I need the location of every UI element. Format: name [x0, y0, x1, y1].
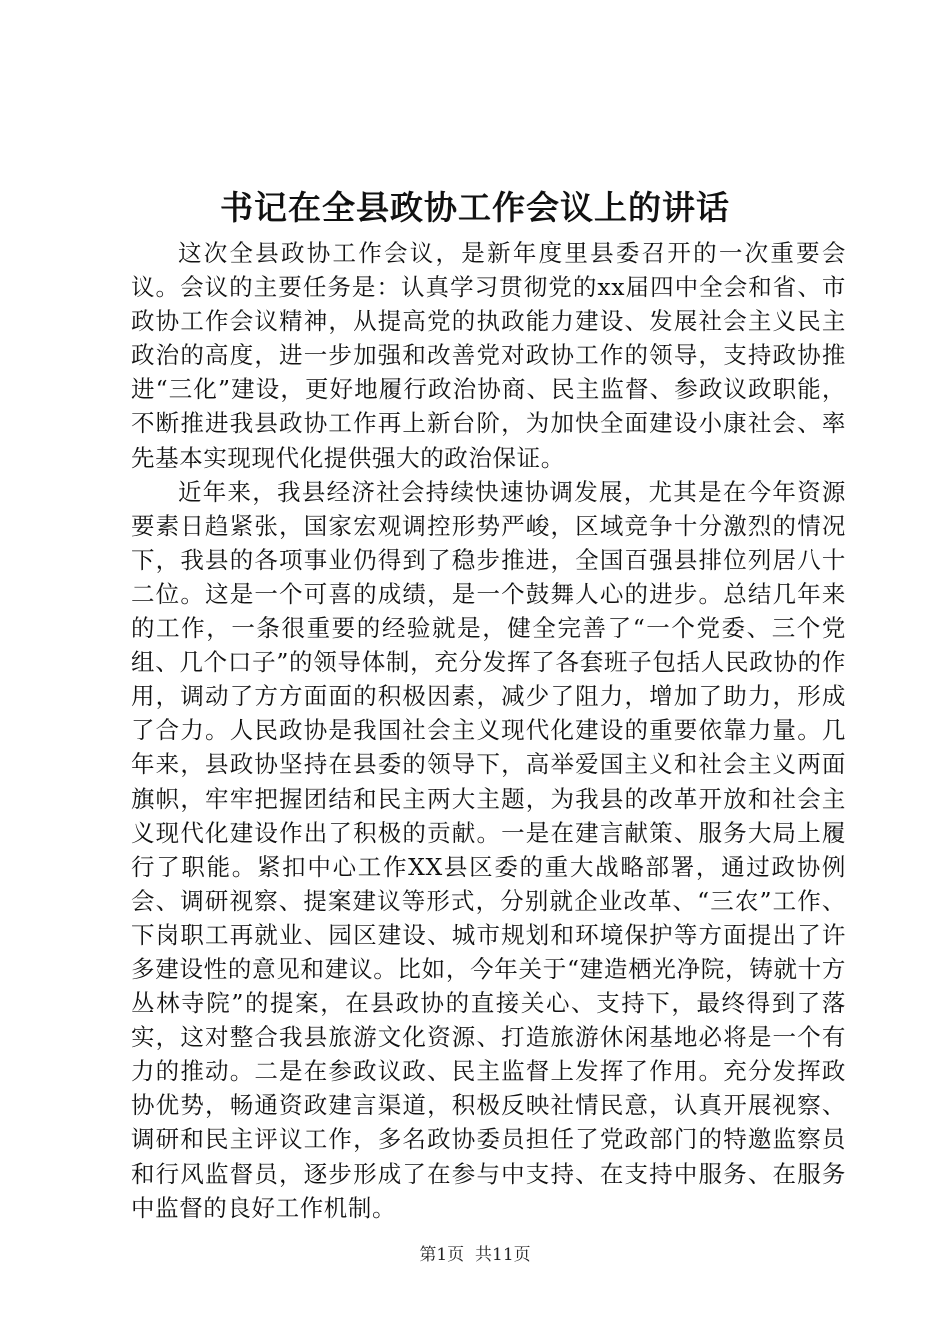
page-number: 第1页 — [419, 1245, 465, 1265]
document-body — [131, 236, 846, 1225]
page-total: 共11页 — [475, 1245, 531, 1265]
paragraph-2: 近年来，我县经济社会持续快速协调发展，尤其是在今年资源要素日趋紧张，国家宏观调控形势严峻，区域竞争十分激烈的情况下，我县的各项事业仍得到了稳步推进，全国百强县排位列居八十二位。这是一个可喜的成绩，是一个鼓舞人心的进步。总结几年来的工作，一条很重要的经验就是，健全完善了“一个党委、三个党组、几个口子”的领导体制，充分发挥了各套班子包括人民政协的作用，调动了方方面面的积极因素，减少了阻力，增加了助力，形成了合力。人民政协是我国社会主义现代化建设的重要依靠力量。几年来，县政协坚持在县委的领导下，高举爱国主义和社会主义两面旗帜，牢牢把握团结和民主两大主题，为我县的改革开放和社会主义现代化建设作出了积极的贡献。一是在建言献策、服务大局上履行了职能。紧扣中心工作XX县区委的重大战略部署，通过政协例会、调研视察、提案建议等形式，分别就企业改革、“三农”工作、下岗职工再就业、园区建设、城市规划和环境保护等方面提出了许多建设性的意见和建议。比如，今年关于“建造栖光净院，铸就十方丛林寺院”的提案，在县政协的直接关心、支持下，最终得到了落实，这对整合我县旅游文化资源、打造旅游休闲基地必将是一个有力的推动。二是在参政议政、民主监督上发挥了作用。充分发挥政协优势，畅通资政建言渠道，积极反映社情民意，认真开展视察、调研和民主评议工作，多名政协委员担任了党政部门的特邀监察员和行风监督员，逐步形成了在参与中支持、在支持中服务、在服务中监督的良好工作机制。 — [131, 477, 846, 1222]
document-title: 书记在全县政协工作会议上的讲话 — [220, 188, 730, 227]
paragraph-1: 这次全县政协工作会议，是新年度里县委召开的一次重要会议。会议的主要任务是：认真学习贯彻党的xx届四中全会和省、市政协工作会议精神，从提高党的执政能力建设、发展社会主义民主政治的高度，进一步加强和改善党对政协工作的领导，支持政协推进“三化”建设，更好地履行政治协商、民主监督、参政议政职能，不断推进我县政协工作再上新台阶，为加快全面建设小康社会、率先基本实现现代化提供强大的政治保证。 — [131, 239, 846, 472]
footer-spacer — [464, 1245, 475, 1265]
page-footer — [0, 1243, 950, 1267]
